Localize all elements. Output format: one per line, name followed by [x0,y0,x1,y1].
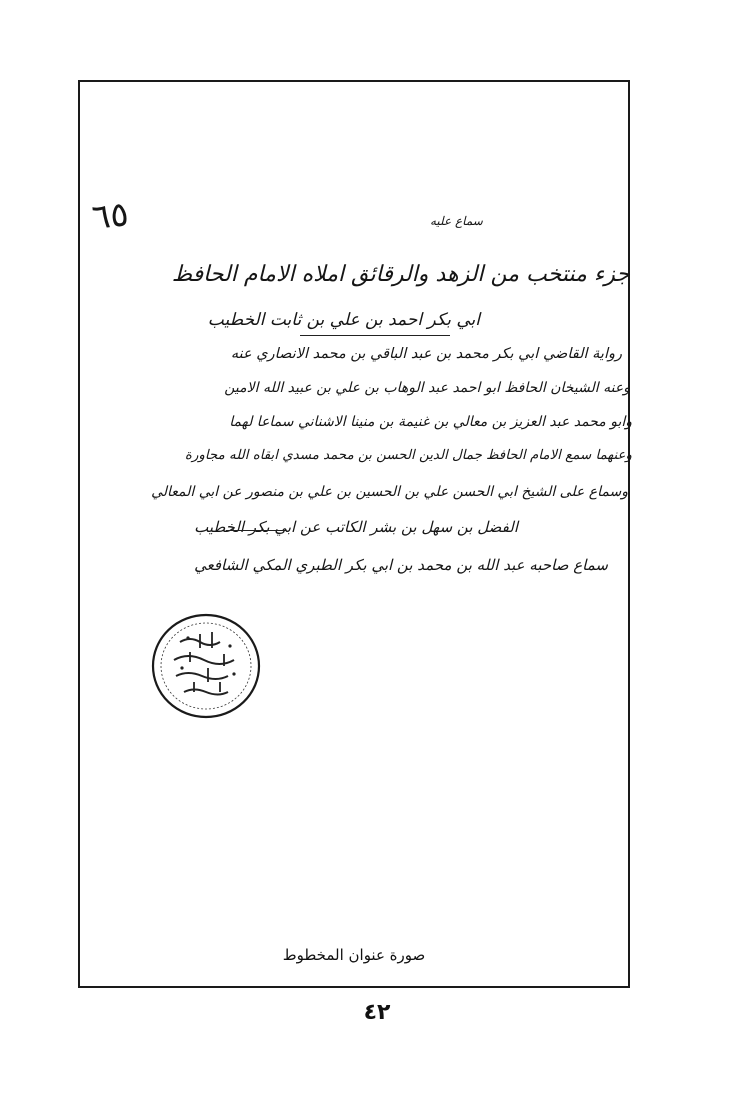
round-library-seal-icon [150,612,264,720]
manuscript-line-6: وعنهما سمع الامام الحافظ جمال الدين الحسن بن محمد مسدي ابقاه الله مجاورة [184,448,632,463]
manuscript-line-9: سماع صاحبه عبد الله بن محمد بن ابي بكر الطبري المكي الشافعي [194,556,608,574]
manuscript-line-2: ابي بكر احمد بن علي بن ثابت الخطيب [207,310,480,330]
manuscript-line-4: وعنه الشيخان الحافظ ابو احمد عبد الوهاب بن علي بن عبيد الله الامين [224,380,630,396]
manuscript-line-7: وسماع على الشيخ ابي الحسن علي بن الحسين بن علي بن منصور عن ابي المعالي [151,484,628,500]
manuscript-line-5: وابو محمد عبد العزيز بن معالي بن غنيمة بن منينا الاشناني سماعا لهما [229,414,632,430]
manuscript-line-1: جزء منتخب من الزهد والرقائق املاه الامام الحافظ [171,262,630,287]
page-number: ٤٢ [363,1000,391,1025]
manuscript-heading: سماع عليه [430,214,483,228]
caption: صورة عنوان المخطوط [282,946,426,964]
underline [300,335,450,336]
manuscript-line-8: الفضل بن سهل بن بشر الكاتب عن ابي بكر الخطيب [194,518,518,536]
folio-number: ٦٥ [90,194,131,238]
manuscript-line-3: رواية القاضي ابي بكر محمد بن عبد الباقي بن محمد الانصاري عنه [230,346,622,362]
underline [226,530,286,531]
